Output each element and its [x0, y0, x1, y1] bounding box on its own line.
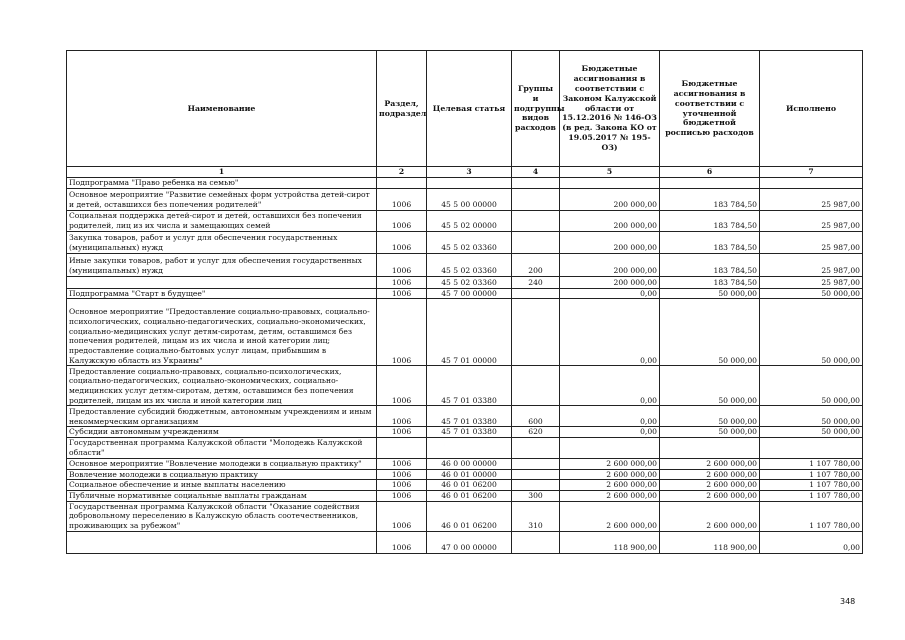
cell-refined-allocation: 2 600 000,00	[660, 491, 760, 502]
column-number: 2	[377, 167, 427, 178]
cell-name	[67, 276, 377, 288]
cell-name: Подпрограмма "Старт в будущее"	[67, 288, 377, 299]
cell-law-allocation: 2 600 000,00	[560, 491, 660, 502]
cell-name: Предоставление социально-правовых, социально-психологических, социально-педагогических, социально-экономических, социально-медицинских услуг детям-сиротам, детям, оставшимся без попечения родителей, лицам из их числа и иной категории лиц	[67, 366, 377, 406]
cell-group	[512, 366, 560, 406]
cell-law-allocation: 0,00	[560, 288, 660, 299]
table-row	[67, 253, 863, 276]
cell-law-allocation: 0,00	[560, 299, 660, 366]
cell-name: Предоставление субсидий бюджетным, автономным учреждениям и иным некоммерческим организациям	[67, 406, 377, 427]
column-number-row	[67, 167, 863, 178]
cell-target: 46 0 00 00000	[427, 458, 512, 469]
cell-executed: 1 107 780,00	[760, 491, 863, 502]
table-row	[67, 469, 863, 480]
cell-section: 1006	[377, 469, 427, 480]
table-row	[67, 531, 863, 553]
cell-group	[512, 458, 560, 469]
cell-name: Основное мероприятие "Развитие семейных форм устройства детей-сирот и детей, оставшихся без попечения родителей"	[67, 188, 377, 210]
cell-section: 1006	[377, 366, 427, 406]
cell-executed: 1 107 780,00	[760, 501, 863, 531]
cell-law-allocation: 2 600 000,00	[560, 480, 660, 491]
cell-law-allocation: 200 000,00	[560, 210, 660, 231]
cell-section: 1006	[377, 253, 427, 276]
cell-refined-allocation: 50 000,00	[660, 299, 760, 366]
cell-target: 45 7 01 03380	[427, 427, 512, 438]
cell-section	[377, 178, 427, 189]
cell-executed: 25 987,00	[760, 253, 863, 276]
header-refined-allocation: Бюджетные ассигнования в соответствии с уточненной бюджетной росписью расходов	[660, 51, 760, 167]
cell-group	[512, 231, 560, 253]
cell-refined-allocation: 50 000,00	[660, 427, 760, 438]
cell-refined-allocation: 2 600 000,00	[660, 501, 760, 531]
cell-law-allocation: 118 900,00	[560, 531, 660, 553]
cell-executed: 50 000,00	[760, 406, 863, 427]
cell-section: 1006	[377, 480, 427, 491]
cell-name: Публичные нормативные социальные выплаты гражданам	[67, 491, 377, 502]
cell-group	[512, 188, 560, 210]
cell-law-allocation: 2 600 000,00	[560, 458, 660, 469]
cell-name: Субсидии автономным учреждениям	[67, 427, 377, 438]
cell-name: Иные закупки товаров, работ и услуг для обеспечения государственных (муниципальных) нужд	[67, 253, 377, 276]
cell-target	[427, 178, 512, 189]
cell-target: 45 5 02 03360	[427, 276, 512, 288]
column-number: 6	[660, 167, 760, 178]
column-number: 3	[427, 167, 512, 178]
cell-executed: 25 987,00	[760, 276, 863, 288]
header-target: Целевая статья	[427, 51, 512, 167]
table-row	[67, 210, 863, 231]
cell-refined-allocation: 183 784,50	[660, 253, 760, 276]
cell-name: Социальная поддержка детей-сирот и детей, оставшихся без попечения родителей, лиц из их числа и замещающих семей	[67, 210, 377, 231]
header-law-allocation: Бюджетные ассигнования в соответствии с Законом Калужской области от 15.12.2016 № 146-ОЗ (в ред. Закона КО от 19.05.2017 № 195-ОЗ)	[560, 51, 660, 167]
cell-law-allocation: 200 000,00	[560, 231, 660, 253]
cell-section: 1006	[377, 501, 427, 531]
table-row	[67, 427, 863, 438]
cell-law-allocation: 0,00	[560, 366, 660, 406]
cell-target: 45 5 02 00000	[427, 210, 512, 231]
column-number: 1	[67, 167, 377, 178]
cell-name: Вовлечение молодежи в социальную практику	[67, 469, 377, 480]
table-row	[67, 276, 863, 288]
cell-group	[512, 210, 560, 231]
cell-name: Социальное обеспечение и иные выплаты населению	[67, 480, 377, 491]
cell-name: Закупка товаров, работ и услуг для обеспечения государственных (муниципальных) нужд	[67, 231, 377, 253]
cell-refined-allocation	[660, 438, 760, 458]
cell-target: 45 7 01 03380	[427, 366, 512, 406]
table-row	[67, 438, 863, 458]
table-row	[67, 458, 863, 469]
cell-target: 46 0 01 06200	[427, 480, 512, 491]
cell-group	[512, 299, 560, 366]
cell-executed: 25 987,00	[760, 231, 863, 253]
cell-target: 46 0 01 06200	[427, 491, 512, 502]
cell-name	[67, 531, 377, 553]
cell-name: Государственная программа Калужской области "Оказание содействия добровольному переселению в Калужскую область соотечественников, проживающих за рубежом"	[67, 501, 377, 531]
cell-law-allocation	[560, 438, 660, 458]
cell-section: 1006	[377, 299, 427, 366]
cell-section: 1006	[377, 406, 427, 427]
cell-section: 1006	[377, 458, 427, 469]
cell-group	[512, 531, 560, 553]
cell-refined-allocation: 50 000,00	[660, 366, 760, 406]
cell-refined-allocation: 2 600 000,00	[660, 458, 760, 469]
table-row	[67, 406, 863, 427]
cell-refined-allocation: 183 784,50	[660, 188, 760, 210]
header-name: Наименование	[67, 51, 377, 167]
cell-target: 45 7 00 00000	[427, 288, 512, 299]
cell-refined-allocation: 50 000,00	[660, 406, 760, 427]
page-number: 348	[840, 597, 856, 606]
cell-name: Основное мероприятие "Вовлечение молодежи в социальную практику"	[67, 458, 377, 469]
table-row	[67, 231, 863, 253]
cell-group	[512, 178, 560, 189]
cell-section	[377, 438, 427, 458]
cell-refined-allocation: 183 784,50	[660, 210, 760, 231]
table-row	[67, 299, 863, 366]
table-row	[67, 501, 863, 531]
cell-law-allocation: 200 000,00	[560, 253, 660, 276]
table-row	[67, 491, 863, 502]
cell-section: 1006	[377, 276, 427, 288]
cell-group: 620	[512, 427, 560, 438]
cell-refined-allocation: 118 900,00	[660, 531, 760, 553]
header-section: Раздел, подраздел	[377, 51, 427, 167]
table-row	[67, 366, 863, 406]
cell-target: 46 0 01 00000	[427, 469, 512, 480]
cell-refined-allocation	[660, 178, 760, 189]
cell-group: 310	[512, 501, 560, 531]
cell-target: 46 0 01 06200	[427, 501, 512, 531]
cell-target: 47 0 00 00000	[427, 531, 512, 553]
cell-law-allocation: 200 000,00	[560, 188, 660, 210]
cell-section: 1006	[377, 427, 427, 438]
cell-law-allocation: 2 600 000,00	[560, 501, 660, 531]
column-number: 7	[760, 167, 863, 178]
cell-law-allocation: 0,00	[560, 406, 660, 427]
cell-group: 240	[512, 276, 560, 288]
cell-executed: 0,00	[760, 531, 863, 553]
cell-group	[512, 288, 560, 299]
cell-section: 1006	[377, 210, 427, 231]
cell-group	[512, 438, 560, 458]
cell-refined-allocation: 183 784,50	[660, 276, 760, 288]
cell-target: 45 5 02 03360	[427, 231, 512, 253]
cell-target: 45 5 00 00000	[427, 188, 512, 210]
header-groups: Группы и подгруппы видов расходов	[512, 51, 560, 167]
cell-group: 600	[512, 406, 560, 427]
cell-executed: 1 107 780,00	[760, 469, 863, 480]
budget-table	[66, 50, 863, 554]
cell-target: 45 5 02 03360	[427, 253, 512, 276]
cell-refined-allocation: 2 600 000,00	[660, 469, 760, 480]
cell-law-allocation: 2 600 000,00	[560, 469, 660, 480]
cell-executed: 50 000,00	[760, 299, 863, 366]
cell-refined-allocation: 50 000,00	[660, 288, 760, 299]
cell-section: 1006	[377, 231, 427, 253]
table-row	[67, 288, 863, 299]
cell-executed: 50 000,00	[760, 288, 863, 299]
cell-group	[512, 469, 560, 480]
cell-executed	[760, 438, 863, 458]
table-body	[67, 178, 863, 554]
cell-executed: 1 107 780,00	[760, 480, 863, 491]
column-number: 5	[560, 167, 660, 178]
header-row	[67, 51, 863, 167]
cell-executed	[760, 178, 863, 189]
cell-section: 1006	[377, 491, 427, 502]
cell-target	[427, 438, 512, 458]
cell-target: 45 7 01 03380	[427, 406, 512, 427]
cell-name: Основное мероприятие "Предоставление социально-правовых, социально-психологических, социально-педагогических, социально-экономических, социально-медицинских услуг детям-сиротам, детям, оставшимся без попечения родителей, лицам из их числа и иной категории лиц; предоставление социально-бытовых услуг лицам, прибывшим в Калужскую область из Украины"	[67, 299, 377, 366]
cell-law-allocation: 200 000,00	[560, 276, 660, 288]
cell-group: 200	[512, 253, 560, 276]
cell-executed: 25 987,00	[760, 188, 863, 210]
table-row	[67, 480, 863, 491]
column-number: 4	[512, 167, 560, 178]
cell-name: Государственная программа Калужской области "Молодежь Калужской области"	[67, 438, 377, 458]
cell-refined-allocation: 2 600 000,00	[660, 480, 760, 491]
cell-executed: 1 107 780,00	[760, 458, 863, 469]
cell-section: 1006	[377, 188, 427, 210]
header-executed: Исполнено	[760, 51, 863, 167]
cell-law-allocation: 0,00	[560, 427, 660, 438]
cell-name: Подпрограмма "Право ребенка на семью"	[67, 178, 377, 189]
cell-refined-allocation: 183 784,50	[660, 231, 760, 253]
cell-law-allocation	[560, 178, 660, 189]
cell-section: 1006	[377, 288, 427, 299]
cell-group: 300	[512, 491, 560, 502]
table-row	[67, 178, 863, 189]
cell-executed: 50 000,00	[760, 366, 863, 406]
table-row	[67, 188, 863, 210]
cell-target: 45 7 01 00000	[427, 299, 512, 366]
cell-executed: 50 000,00	[760, 427, 863, 438]
cell-executed: 25 987,00	[760, 210, 863, 231]
cell-section: 1006	[377, 531, 427, 553]
cell-group	[512, 480, 560, 491]
